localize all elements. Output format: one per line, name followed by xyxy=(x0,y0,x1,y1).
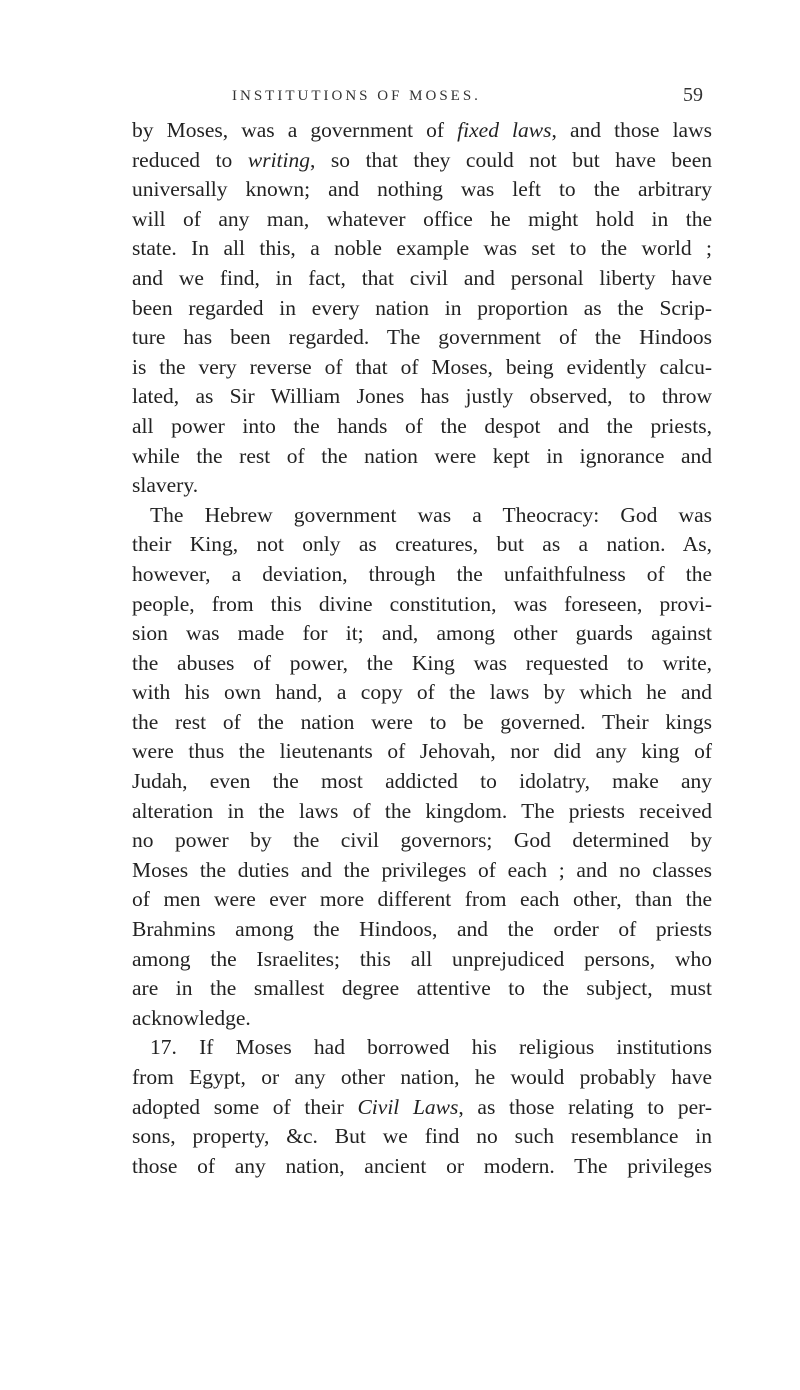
body-text xyxy=(132,116,712,1181)
text-line: among the Israelites; this all unprejudiced persons, who xyxy=(132,946,712,971)
text-line: sion was made for it; and, among other guards against xyxy=(132,621,712,646)
text-line: those of any nation, ancient or modern. The privileges xyxy=(132,1153,712,1178)
text-line: Judah, even the most addicted to idolatry, make any xyxy=(132,769,712,794)
text-line: universally known; and nothing was left to the arbitrary xyxy=(132,177,712,202)
text-line: from Egypt, or any other nation, he would probably have xyxy=(132,1065,712,1089)
text-line: with his own hand, a copy of the laws by which he and xyxy=(132,680,712,705)
text-line: no power by the civil governors; God determined by xyxy=(132,828,712,853)
text-line: is the very reverse of that of Moses, being evidently calcu- xyxy=(132,354,712,379)
text-line: been regarded in every nation in proportion as the Scrip- xyxy=(132,295,712,320)
text-line: acknowledge. xyxy=(132,1005,251,1030)
text-line: lated, as Sir William Jones has justly observed, to throw xyxy=(132,384,712,409)
text-line: the abuses of power, the King was requested to write, xyxy=(132,650,712,675)
text-line: by Moses, was a government of fixed laws, and those laws xyxy=(132,118,712,142)
text-line: slavery. xyxy=(132,473,199,498)
emphasis-fixed-laws: fixed laws xyxy=(457,118,552,142)
paragraph-start: The Hebrew government was a Theocracy: God was xyxy=(150,502,712,527)
text-line: sons, property, &c. But we find no such resemblance in xyxy=(132,1124,712,1149)
text-line: of men were ever more different from each other, than the xyxy=(132,887,712,912)
text-line: Moses the duties and the privileges of each ; and no classes xyxy=(132,857,712,882)
text-line: people, from this divine constitution, was foreseen, provi- xyxy=(132,591,712,616)
running-head: INSTITUTIONS OF MOSES. xyxy=(232,88,481,104)
text-line: all power into the hands of the despot and the priests, xyxy=(132,413,712,438)
text-line: ture has been regarded. The government of the Hindoos xyxy=(132,325,712,350)
text-line: are in the smallest degree attentive to the subject, must xyxy=(132,976,712,1001)
text-line: were thus the lieutenants of Jehovah, nor did any king of xyxy=(132,739,712,764)
text-line: their King, not only as creatures, but as a nation. As, xyxy=(132,532,712,557)
text-line: alteration in the laws of the kingdom. The priests received xyxy=(132,798,712,823)
text-line: adopted some of their Civil Laws, as those relating to per- xyxy=(132,1094,712,1119)
emphasis-civil-laws: Civil Laws xyxy=(357,1094,459,1119)
text-line: the rest of the nation were to be governed. Their kings xyxy=(132,709,712,734)
emphasis-writing: writing xyxy=(247,147,310,172)
text-line: however, a deviation, through the unfaithfulness of the xyxy=(132,561,712,586)
text-line: reduced to writing, so that they could not but have been xyxy=(132,147,712,172)
text-line: Brahmins among the Hindoos, and the order of priests xyxy=(132,917,712,942)
text-line: and we find, in fact, that civil and personal liberty have xyxy=(132,265,712,290)
text-line: state. In all this, a noble example was set to the world ; xyxy=(132,236,712,261)
text-line: will of any man, whatever office he might hold in the xyxy=(132,206,712,231)
text-line: while the rest of the nation were kept in ignorance and xyxy=(132,443,712,468)
page-number: 59 xyxy=(683,84,703,106)
section-17-start: 17. If Moses had borrowed his religious institutions xyxy=(150,1035,712,1060)
